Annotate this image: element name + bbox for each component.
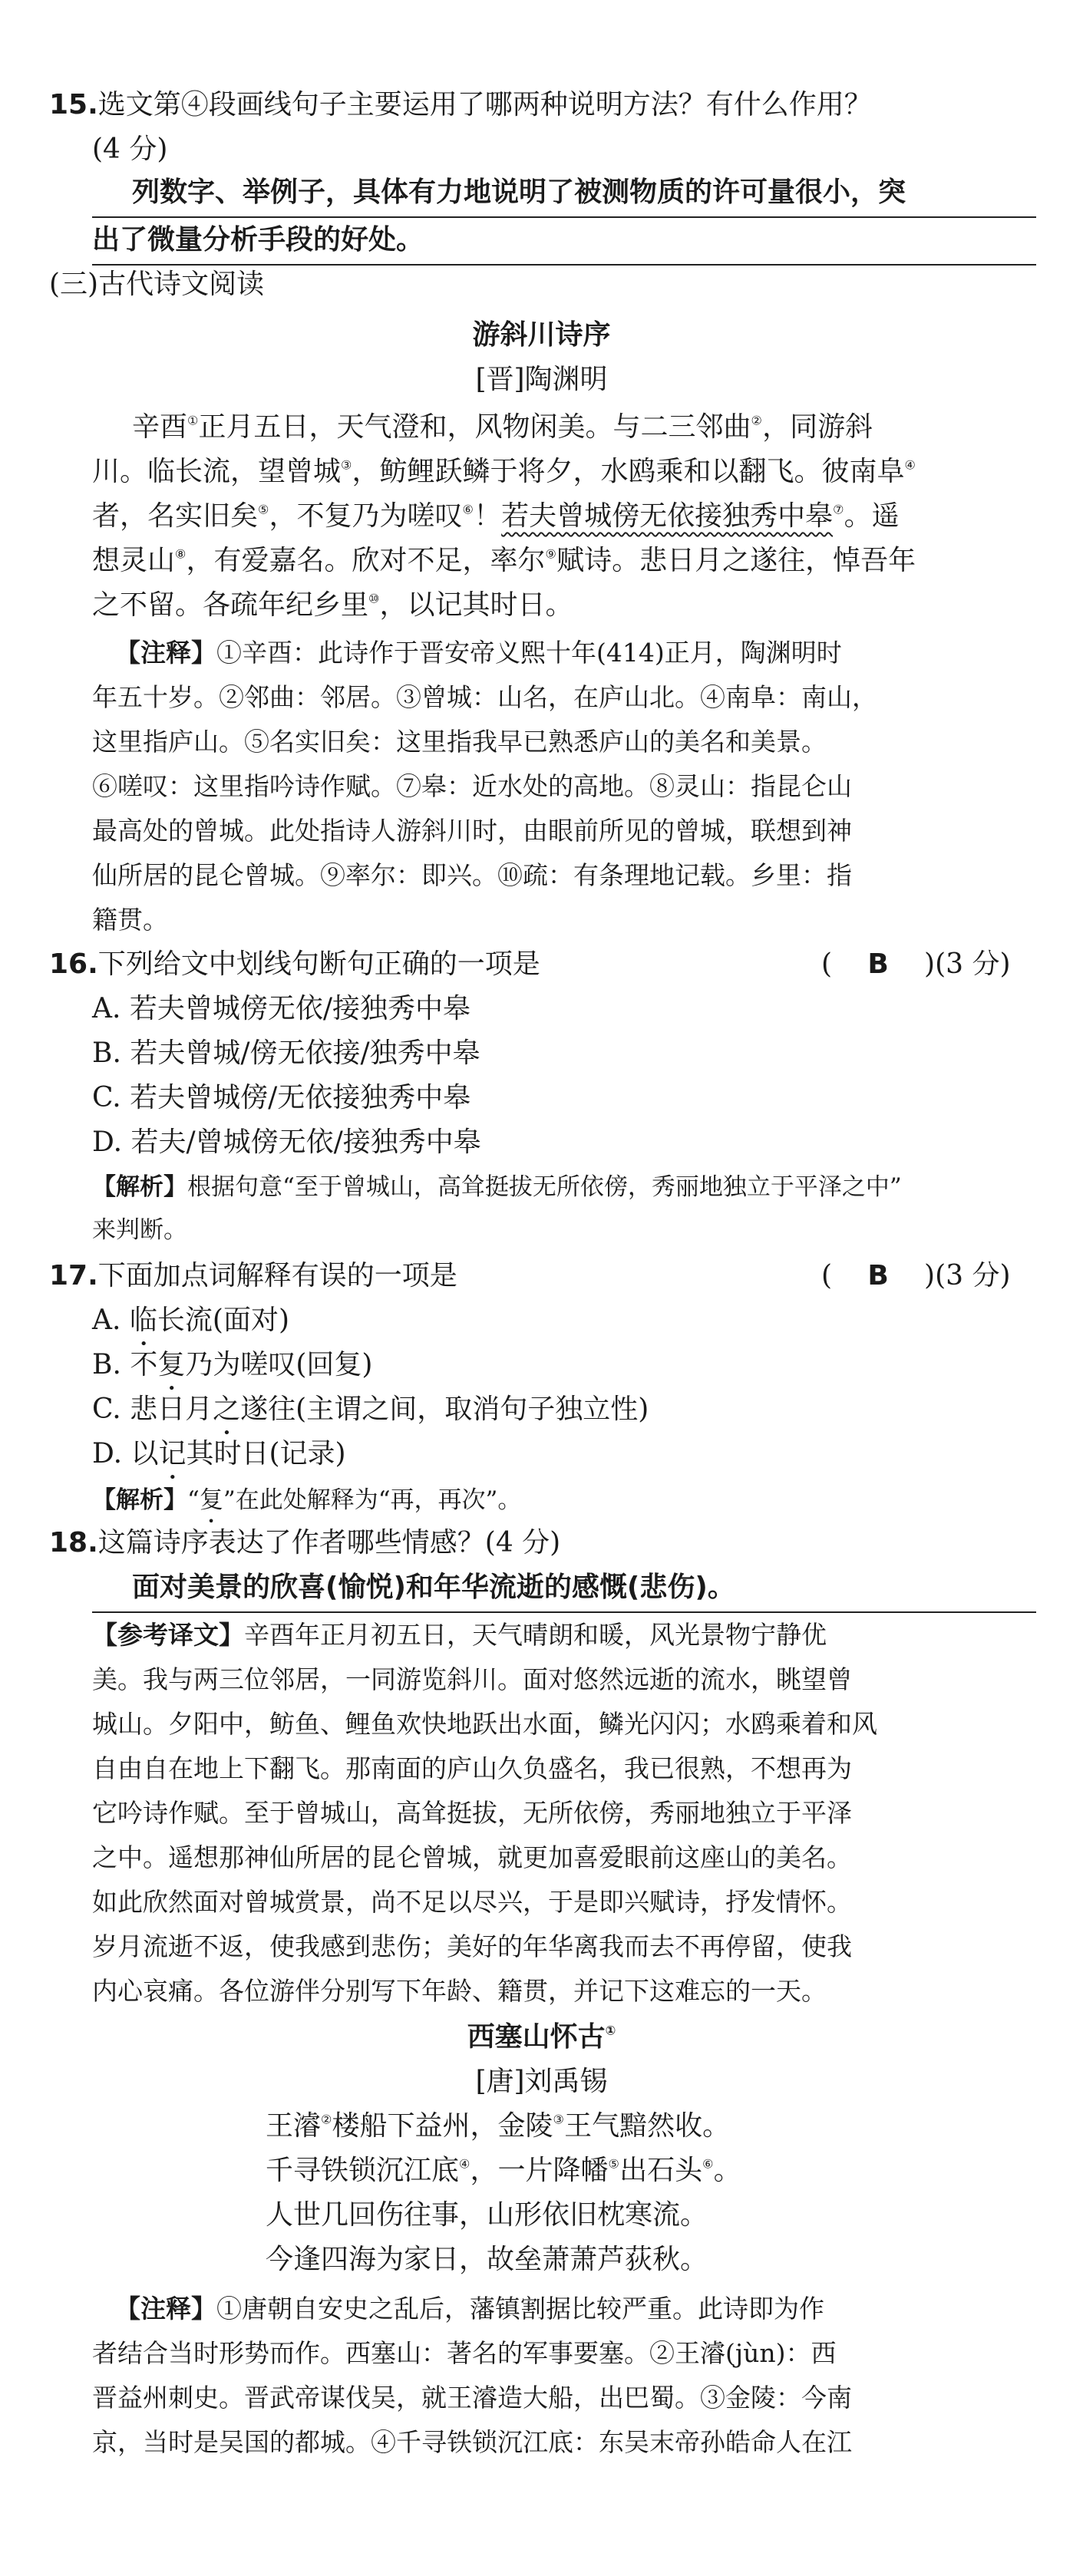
poem2-note-line: 【注释】①唐朝自安史之乱后，藩镇割据比较严重。此诗即为作 xyxy=(115,2294,824,2324)
poem1-text-line: 之不留。各疏年纪乡里⑩，以记其时日。 xyxy=(92,589,573,621)
answer-rule xyxy=(92,216,1036,218)
note-label: 【注释】 xyxy=(115,2294,216,2324)
q17-option: A. 临长流(面对) xyxy=(92,1304,289,1336)
note-label: 【注释】 xyxy=(115,638,216,668)
section-title: (三)古代诗文阅读 xyxy=(49,269,265,300)
q17-answer: B xyxy=(867,1260,889,1291)
q17-question xyxy=(49,1257,457,1295)
footnote-marker: ③ xyxy=(341,457,352,473)
q16-option: D. 若夫/曾城傍无依/接独秀中皋 xyxy=(92,1126,481,1158)
q18-text: 这篇诗序表达了作者哪些情感？(4 分) xyxy=(97,1527,561,1558)
poem1-title: 游斜川诗序 xyxy=(472,319,611,351)
poem2-note-line: 京，当时是吴国的都城。④千寻铁锁沉江底：东吴末帝孙皓命人在江 xyxy=(92,2427,852,2457)
answer-rule xyxy=(92,1611,1036,1613)
q16-question xyxy=(49,945,540,984)
translation-line: 美。我与两三位邻居，一同游览斜川。面对悠然远逝的流水，眺望曾 xyxy=(92,1664,852,1694)
poem1-text-line: 者，名实旧矣⑤，不复乃为嗟叹⑥！若夫曾城傍无依接独秀中皋⑦。遥 xyxy=(92,500,900,532)
q16-option: A. 若夫曾城傍无依/接独秀中皋 xyxy=(92,993,471,1024)
footnote-marker: ⑥ xyxy=(462,502,474,517)
poem2-verse: 人世几回伤往事，山形依旧枕寒流。 xyxy=(266,2199,708,2231)
footnote-marker: ④ xyxy=(459,2156,471,2172)
q17-option: D. 以记其时日(记录) xyxy=(92,1438,346,1469)
poem2-verse: 今逢四海为家日，故垒萧萧芦荻秋。 xyxy=(266,2244,708,2275)
poem1-note-line: 仙所居的昆仑曾城。⑨率尔：即兴。⑩疏：有条理地记载。乡里：指 xyxy=(92,860,852,890)
analysis-label: 【解析】 xyxy=(92,1486,187,1514)
footnote-marker: ② xyxy=(321,2112,332,2127)
poem1-text-line: 辛酉①正月五日，天气澄和，风物闲美。与二三邻曲②，同游斜 xyxy=(132,411,873,443)
poem1-note-line: 籍贯。 xyxy=(92,905,168,935)
dotted-word: “复” xyxy=(187,1486,236,1514)
q18-number: 18. xyxy=(49,1527,98,1558)
poem1-note-line: 这里指庐山。⑤名实旧矣：这里指我早已熟悉庐山的美名和美景。 xyxy=(92,727,827,757)
q17-analysis: 【解析】“复”在此处解释为“再，再次”。 xyxy=(92,1486,522,1514)
poem1-note-line: 年五十岁。②邻曲：邻居。③曾城：山名，在庐山北。④南阜：南山， xyxy=(92,682,877,712)
poem2-verse: 千寻铁锁沉江底④，一片降幡⑤出石头⑥。 xyxy=(266,2155,741,2186)
poem1-text-line: 想灵山⑧，有爱嘉名。欣对不足，率尔⑨赋诗。悲日月之遂往，悼吾年 xyxy=(92,545,916,576)
footnote-marker: ⑦ xyxy=(833,502,844,517)
translation-line: 如此欣然面对曾城赏景，尚不足以尽兴，于是即兴赋诗，抒发情怀。 xyxy=(92,1887,852,1917)
dotted-word: 复 xyxy=(157,1349,186,1380)
poem1-author: [晋]陶渊明 xyxy=(475,364,608,395)
footnote-marker: ⑧ xyxy=(175,546,187,562)
poem1-note-line: 最高处的曾城。此处指诗人游斜川时，由眼前所见的曾城，联想到神 xyxy=(92,816,852,846)
q18-answer: 面对美景的欣喜(愉悦)和年华流逝的感慨(悲伤)。 xyxy=(132,1572,735,1603)
q15-text: 选文第④段画线句子主要运用了哪两种说明方法？有什么作用？ xyxy=(97,89,872,120)
q16-answer-box: ( B )(3 分) xyxy=(821,945,1011,984)
q17-option: B. 不复乃为嗟叹(回复) xyxy=(92,1349,373,1380)
q16-analysis-cont: 来判断。 xyxy=(92,1216,187,1244)
footnote-marker: ⑤ xyxy=(608,2156,620,2172)
poem1-note-line: ⑥嗟叹：这里指吟诗作赋。⑦皋：近水处的高地。⑧灵山：指昆仑山 xyxy=(92,771,852,801)
translation-line: 【参考译文】辛酉年正月初五日，天气晴朗和暖，风光景物宁静优 xyxy=(92,1620,827,1650)
q16-score: (3 分) xyxy=(935,948,1011,980)
poem2-verse: 王濬②楼船下益州，金陵③王气黯然收。 xyxy=(266,2110,731,2142)
footnote-marker: ④ xyxy=(904,457,916,473)
q16-analysis: 【解析】根据句意“至于曾城山，高耸挺拔无所依傍，秀丽地独立于平泽之中” xyxy=(92,1173,902,1201)
q17-text: 下面加点词解释有误的一项是 xyxy=(97,1260,457,1291)
dotted-word: 临 xyxy=(129,1304,157,1336)
q15-score: (4 分) xyxy=(92,134,168,165)
q16-option: B. 若夫曾城/傍无依接/独秀中皋 xyxy=(92,1037,480,1069)
translation-line: 城山。夕阳中，鲂鱼、鲤鱼欢快地跃出水面，鳞光闪闪；水鸥乘着和风 xyxy=(92,1709,877,1739)
translation-line: 之中。遥想那神仙所居的昆仑曾城，就更加喜爱眼前这座山的美名。 xyxy=(92,1842,852,1872)
q15-answer-line-1: 列数字、举例子，具体有力地说明了被测物质的许可量很小，突 xyxy=(132,176,906,208)
translation-line: 岁月流逝不返，使我感到悲伤；美好的年华离我而去不再停留，使我 xyxy=(92,1931,852,1961)
q16-number: 16. xyxy=(49,948,98,980)
poem1-text-line: 川。临长流，望曾城③，鲂鲤跃鳞于将夕，水鸥乘和以翻飞。彼南阜④ xyxy=(92,456,916,487)
underlined-sentence: 若夫曾城傍无依接独秀中皋 xyxy=(501,500,834,532)
q16-option: C. 若夫曾城傍/无依接独秀中皋 xyxy=(92,1082,471,1113)
q17-option: C. 悲日月之遂往(主谓之间，取消句子独立性) xyxy=(92,1394,649,1425)
q17-number: 17. xyxy=(49,1260,98,1291)
translation-line: 自由自在地上下翻飞。那南面的庐山久负盛名，我已很熟，不想再为 xyxy=(92,1753,852,1783)
dotted-word: 之 xyxy=(213,1394,241,1425)
footnote-marker: ③ xyxy=(553,2112,565,2127)
poem2-author: [唐]刘禹锡 xyxy=(475,2066,608,2097)
footnote-marker: ② xyxy=(751,413,763,428)
translation-label: 【参考译文】 xyxy=(92,1620,244,1650)
q15-answer-line-2: 出了微量分析手段的好处。 xyxy=(92,224,424,256)
q15-question xyxy=(49,86,872,124)
footnote-marker: ⑨ xyxy=(545,546,557,562)
footnote-marker: ① xyxy=(605,2023,616,2038)
poem1-note-line: 【注释】①辛酉：此诗作于晋安帝义熙十年(414)正月，陶渊明时 xyxy=(115,638,842,668)
poem2-note-line: 者结合当时形势而作。西塞山：著名的军事要塞。②王濬(jùn)：西 xyxy=(92,2338,837,2368)
poem2-note-line: 晋益州刺史。晋武帝谋伐吴，就王濬造大船，出巴蜀。③金陵：今南 xyxy=(92,2383,852,2413)
footnote-marker: ① xyxy=(187,413,199,428)
translation-line: 内心哀痛。各位游伴分别写下年龄、籍贯，并记下这难忘的一天。 xyxy=(92,1976,827,2006)
q17-score: (3 分) xyxy=(935,1260,1011,1291)
q18-question xyxy=(49,1524,560,1562)
q15-number: 15. xyxy=(49,89,98,120)
footnote-marker: ⑩ xyxy=(368,591,380,606)
q16-text: 下列给文中划线句断句正确的一项是 xyxy=(97,948,540,980)
footnote-marker: ⑤ xyxy=(258,502,269,517)
footnote-marker: ⑥ xyxy=(702,2156,714,2172)
translation-line: 它吟诗作赋。至于曾城山，高耸挺拔，无所依傍，秀丽地独立于平泽 xyxy=(92,1798,852,1828)
q16-answer: B xyxy=(867,948,889,980)
dotted-word: 记 xyxy=(158,1438,187,1469)
analysis-label: 【解析】 xyxy=(92,1173,187,1201)
q17-answer-box: ( B )(3 分) xyxy=(821,1257,1011,1295)
poem2-title: 西塞山怀古① xyxy=(467,2021,616,2053)
